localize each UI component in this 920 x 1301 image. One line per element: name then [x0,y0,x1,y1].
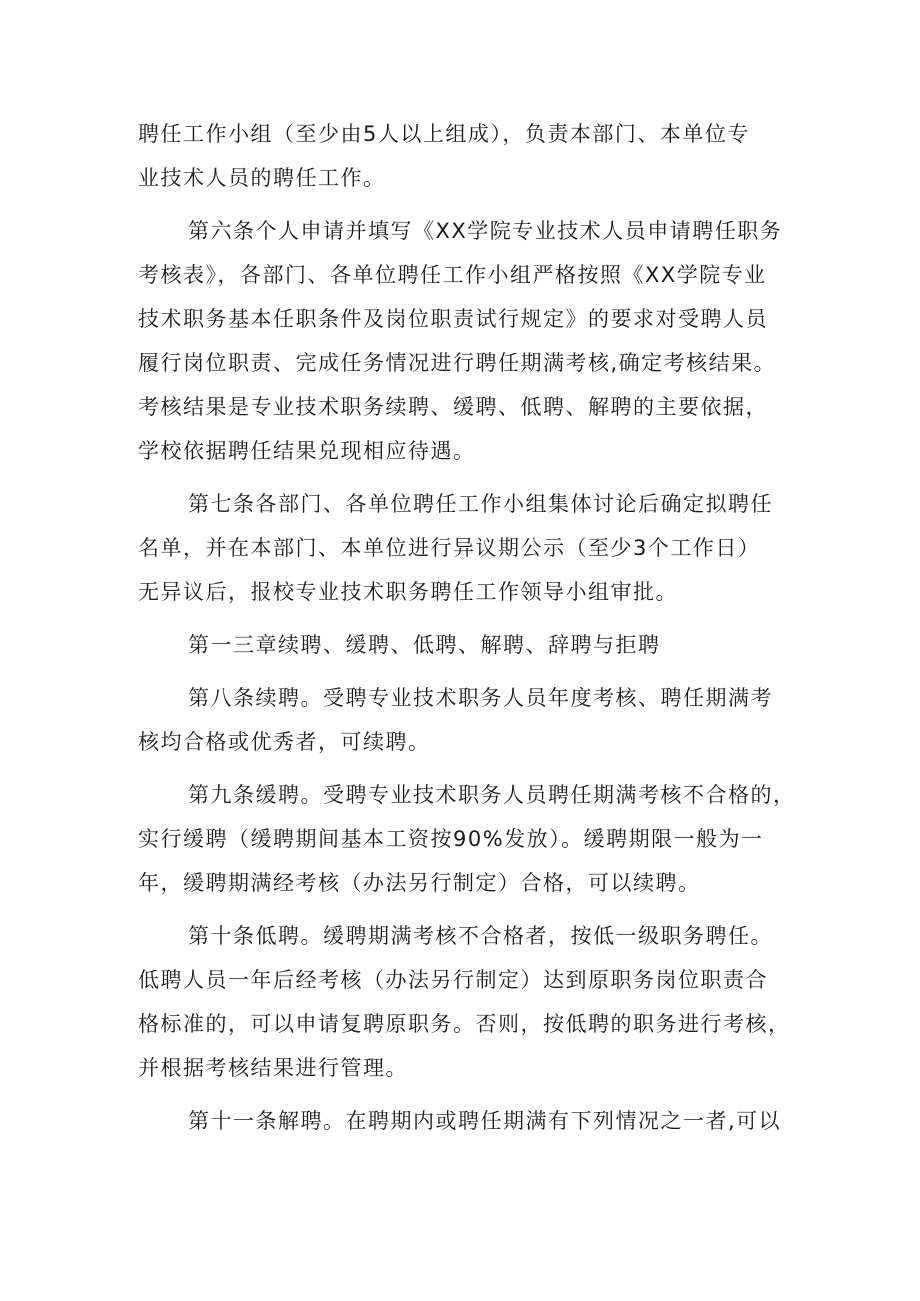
document-body [138,112,804,1143]
text-line: 核均合格或优秀者，可续聘。 [138,730,431,754]
text-line: 年，缓聘期满经考核（办法另行制定）合格，可以续聘。 [138,871,701,895]
text-line: 技术职务基本任职条件及岗位职责试行规定》的要求对受聘人员 [138,307,768,331]
paragraph-article-10 [138,914,804,1090]
paragraph [138,112,804,200]
text-line: 考核结果是专业技术职务续聘、缓聘、低聘、解聘的主要依据， [138,395,768,419]
text-line: 格标准的，可以申请复聘原职务。否则，按低聘的职务进行考核， [138,1012,791,1036]
text-line: 第十条低聘。缓聘期满考核不合格者，按低一级职务聘任。 [188,924,773,948]
text-line: 名单，并在本部门、本单位进行异议期公示（至少3个工作日） [138,536,761,560]
text-line: 并根据考核结果进行管理。 [138,1056,408,1080]
chapter-heading [138,623,804,667]
text-line: 实行缓聘（缓聘期间基本工资按90%发放）。缓聘期限一般为一 [138,827,764,851]
text-line: 第六条个人申请并填写《XX学院专业技术人员申请聘任职务 [188,219,783,243]
text-line: 低聘人员一年后经考核（办法另行制定）达到原职务岗位职责合 [138,968,768,992]
text-line: 第九条缓聘。受聘专业技术职务人员聘任期满考核不合格的， [188,783,796,807]
paragraph-article-7 [138,482,804,614]
paragraph-article-6 [138,209,804,473]
text-line: 第一三章续聘、缓聘、低聘、解聘、辞聘与拒聘 [188,633,661,657]
text-line: 学校依据聘任结果兑现相应待遇。 [138,439,476,463]
text-line: 第十一条解聘。在聘期内或聘任期满有下列情况之一者,可以 [188,1109,782,1133]
text-line: 业技术人员的聘任工作。 [138,166,386,190]
paragraph-article-9 [138,773,804,905]
paragraph-article-11 [138,1099,804,1143]
text-line: 履行岗位职责、完成任务情况进行聘任期满考核,确定考核结果。 [138,351,777,375]
text-line: 聘任工作小组（至少由5人以上组成），负责本部门、本单位专 [138,122,750,146]
text-line: 第七条各部门、各单位聘任工作小组集体讨论后确定拟聘任 [188,492,773,516]
text-line: 无异议后，报校专业技术职务聘任工作领导小组审批。 [138,580,678,604]
paragraph-article-8 [138,676,804,764]
text-line: 第八条续聘。受聘专业技术职务人员年度考核、聘任期满考 [188,686,773,710]
text-line: 考核表》，各部门、各单位聘任工作小组严格按照《XX学院专业 [138,263,767,287]
